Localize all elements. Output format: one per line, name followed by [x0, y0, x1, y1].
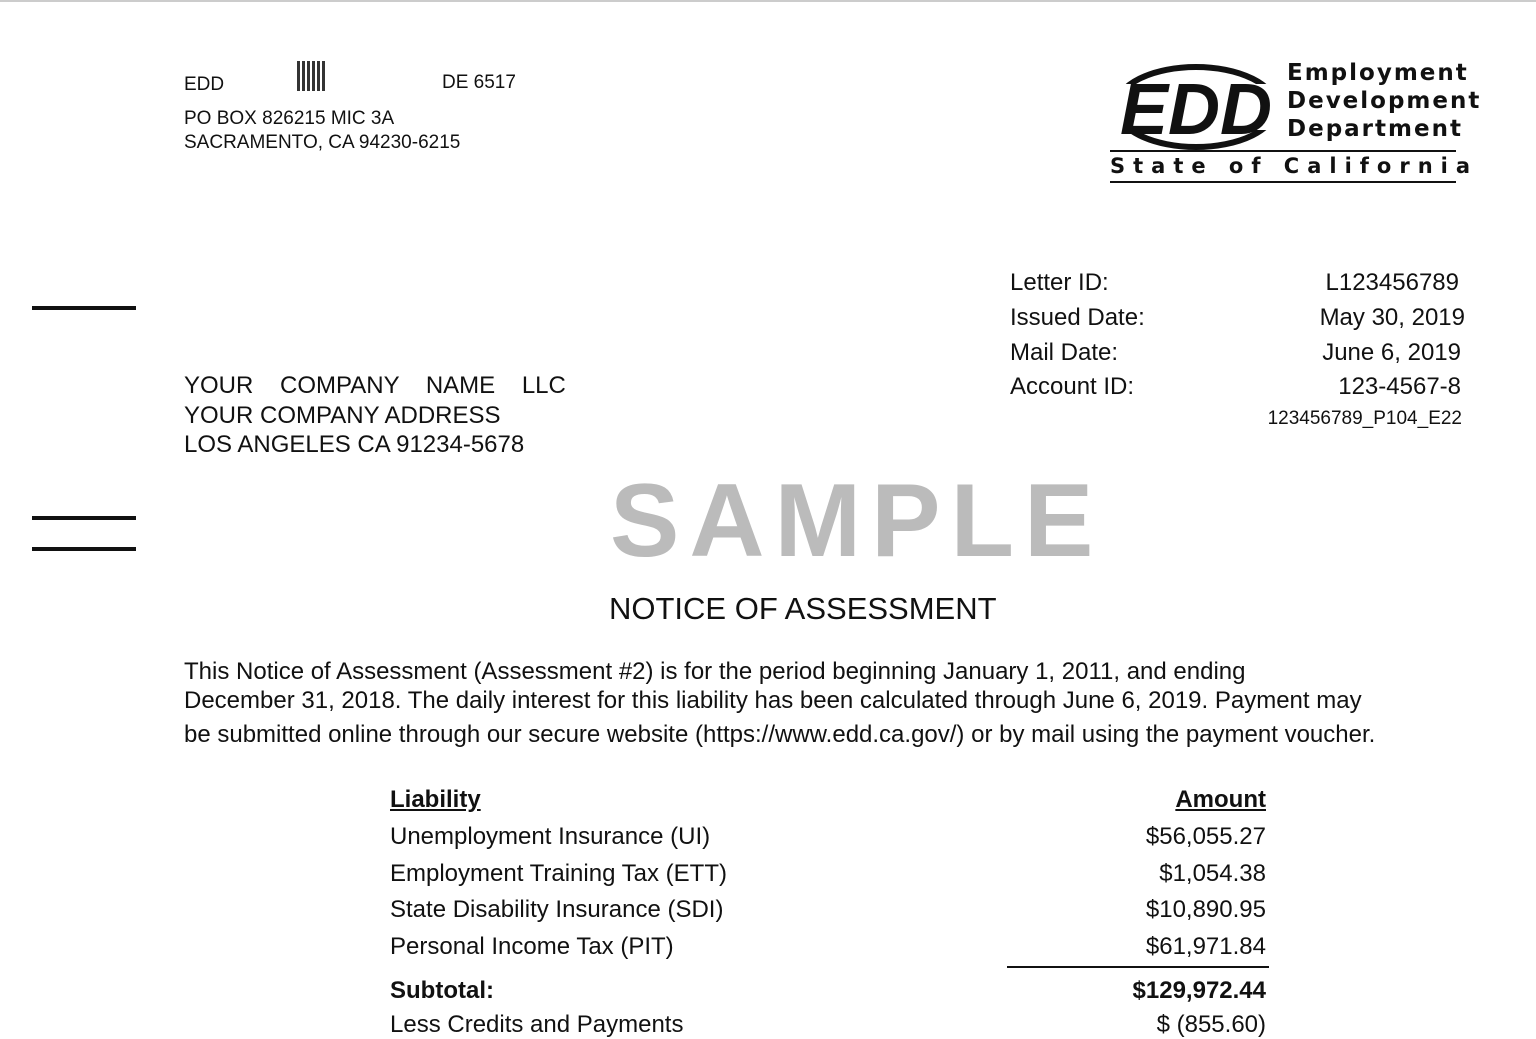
row-amount: $56,055.27: [1145, 823, 1266, 850]
logo-state: State of California: [1110, 154, 1479, 178]
header-liability: Liability: [390, 786, 481, 813]
less-credits-label: Less Credits and Payments: [390, 1011, 684, 1038]
letter-id-label: Letter ID:: [1010, 269, 1109, 296]
row-label: Employment Training Tax (ETT): [390, 860, 727, 887]
logo-line2: Development: [1287, 88, 1482, 114]
fold-mark: [32, 516, 136, 520]
issued-date-label: Issued Date:: [1010, 304, 1145, 331]
recipient-name: YOUR COMPANY NAME LLC: [184, 372, 566, 399]
account-id-value: 123-4567-8: [1338, 373, 1461, 400]
fold-mark: [32, 306, 136, 310]
reference-code: 123456789_P104_E22: [1267, 408, 1462, 429]
subtotal-rule: [1007, 966, 1269, 968]
issued-date-value: May 30, 2019: [1319, 304, 1465, 331]
form-number: DE 6517: [442, 72, 516, 93]
recipient-city: LOS ANGELES CA 91234-5678: [184, 431, 525, 458]
body-line: December 31, 2018. The daily interest for this liability has been calculated through June 6, 2019. Payment may: [184, 687, 1362, 714]
mail-date-value: June 6, 2019: [1322, 339, 1461, 366]
row-label: State Disability Insurance (SDI): [390, 896, 724, 923]
row-amount: $10,890.95: [1145, 896, 1266, 923]
body-line: This Notice of Assessment (Assessment #2) is for the period beginning January 1, 2011, and ending: [184, 658, 1246, 685]
logo-rule-top: [1110, 150, 1456, 152]
sender-address-line1: PO BOX 826215 MIC 3A: [184, 108, 395, 129]
sender-org: EDD: [184, 74, 225, 95]
logo-rule-bottom: [1110, 181, 1456, 183]
logo-line1: Employment: [1287, 60, 1469, 86]
fold-mark: [32, 547, 136, 551]
header-amount: Amount: [1175, 786, 1266, 813]
body-line: be submitted online through our secure website (https://www.edd.ca.gov/) or by mail using the payment voucher.: [184, 721, 1376, 748]
account-id-label: Account ID:: [1010, 373, 1135, 400]
edd-logo-mark: [1112, 62, 1280, 152]
row-label: Unemployment Insurance (UI): [390, 823, 711, 850]
less-credits-value: $ (855.60): [1156, 1011, 1266, 1038]
row-label: Personal Income Tax (PIT): [390, 933, 674, 960]
recipient-address: YOUR COMPANY ADDRESS: [184, 402, 501, 429]
sender-address-line2: SACRAMENTO, CA 94230-6215: [184, 132, 461, 153]
sample-watermark: SAMPLE: [610, 463, 1104, 579]
subtotal-label: Subtotal:: [390, 977, 494, 1004]
row-amount: $1,054.38: [1159, 860, 1266, 887]
logo-edd-text: EDD: [1119, 70, 1273, 150]
barcode-icon: [297, 61, 327, 91]
logo-line3: Department: [1287, 116, 1463, 142]
top-border: [0, 0, 1536, 2]
mail-date-label: Mail Date:: [1010, 339, 1119, 366]
row-amount: $61,971.84: [1145, 933, 1266, 960]
subtotal-value: $129,972.44: [1132, 977, 1266, 1004]
letter-id-value: L123456789: [1325, 269, 1459, 296]
page-title: NOTICE OF ASSESSMENT: [609, 591, 997, 626]
